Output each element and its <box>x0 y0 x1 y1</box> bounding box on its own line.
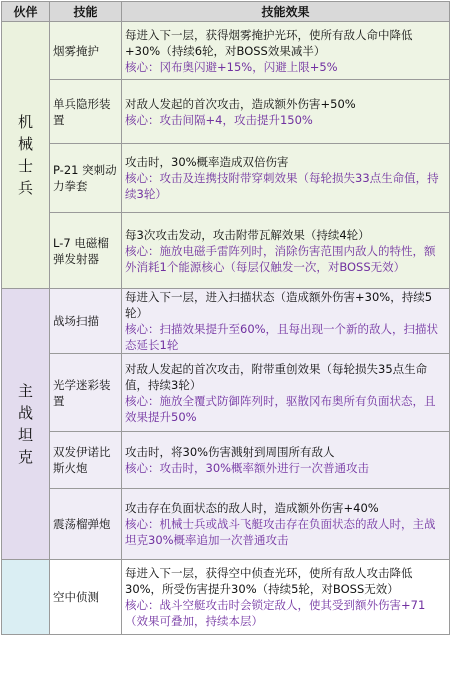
effect-description: 对敌人发起的首次攻击，附带重创效果（每轮损失35点生命值，持续3轮） <box>125 361 428 392</box>
skill-effect <box>122 489 450 560</box>
header-row <box>2 2 450 22</box>
core-effect: 核心：攻击间隔+4，攻击提升150% <box>125 112 313 127</box>
skill-name: 烟雾掩护 <box>50 22 122 80</box>
partner-name <box>2 289 50 560</box>
skill-name: 双发伊诺比斯火炮 <box>50 432 122 489</box>
partner-name <box>2 560 50 635</box>
skill-row <box>2 213 450 289</box>
partner-name-char: 主 <box>17 382 33 400</box>
skill-effect <box>122 560 450 635</box>
effect-description: 攻击存在负面状态的敌人时，造成额外伤害+40% <box>125 501 379 515</box>
core-effect: 核心：扫描效果提升至60%，且每出现一个新的敌人，扫描状态延长1轮 <box>125 322 439 352</box>
effect-description: 每进入下一层，获得空中侦查光环，使所有敌人攻击降低30%，所受伤害提升30%（持续5轮，对BOSS无效） <box>125 566 413 596</box>
partner-name-char: 兵 <box>17 179 33 197</box>
skill-effect <box>122 354 450 432</box>
effect-description: 每3次攻击发动，攻击附带瓦解效果（持续4轮） <box>125 227 370 242</box>
partner-name <box>2 22 50 289</box>
skill-name: 震荡榴弹炮 <box>50 489 122 560</box>
skill-row <box>2 432 450 489</box>
core-effect: 核心：攻击时，30%概率额外进行一次普通攻击 <box>125 461 370 475</box>
skill-effect <box>122 213 450 289</box>
skill-effect <box>122 432 450 489</box>
partner-name-char: 械 <box>17 135 33 153</box>
skill-name: P-21 突刺动力拳套 <box>50 144 122 213</box>
effect-description: 攻击时，30%概率造成双倍伤害 <box>125 155 289 169</box>
effect-description: 每进入下一层，获得烟雾掩护光环，使所有敌人命中降低+30%（持续6轮，对BOSS效果减半） <box>125 27 413 58</box>
skill-name: L-7 电磁榴弹发射器 <box>50 213 122 289</box>
partner-name-char: 克 <box>17 448 33 466</box>
effect-description: 攻击时，将30%伤害溅射到周围所有敌人 <box>125 445 335 459</box>
core-effect: 核心：冈布奥闪避+15%，闪避上限+5% <box>125 59 338 74</box>
partner-name-char: 战 <box>17 404 33 422</box>
skill-row <box>2 560 450 635</box>
core-effect: 核心：战斗空艇攻击时会锁定敌人，使其受到额外伤害+71（效果可叠加，持续本层） <box>125 598 426 628</box>
effect-description: 对敌人发起的首次攻击，造成额外伤害+50% <box>125 96 356 111</box>
partner-name-char: 机 <box>17 113 33 131</box>
effect-description: 每进入下一层，进入扫描状态（造成额外伤害+30%，持续5轮） <box>125 290 433 320</box>
skill-name: 战场扫描 <box>50 289 122 354</box>
core-effect: 核心：机械士兵或战斗飞艇攻击存在负面状态的敌人时，主战坦克30%概率追加一次普通攻击 <box>125 517 436 547</box>
skill-table <box>1 1 450 635</box>
skill-name: 光学迷彩装置 <box>50 354 122 432</box>
skill-name: 空中侦测 <box>50 560 122 635</box>
partner-name-char: 士 <box>17 157 33 175</box>
core-effect: 核心：施放全覆式防御阵列时，驱散冈布奥所有负面状态，且效果提升50% <box>125 393 436 424</box>
skill-effect <box>122 80 450 144</box>
skill-effect <box>122 144 450 213</box>
partner-name-char: 坦 <box>17 426 33 444</box>
skill-row <box>2 144 450 213</box>
skill-row <box>2 22 450 80</box>
skill-row <box>2 354 450 432</box>
header-partner: 伙伴 <box>2 2 50 22</box>
skill-row <box>2 289 450 354</box>
skill-effect <box>122 289 450 354</box>
core-effect: 核心：施放电磁手雷阵列时，消除伤害范围内敌人的特性，额外消耗1个能源核心（每层仅触发一次，对BOSS无效） <box>125 243 436 274</box>
skill-row <box>2 80 450 144</box>
skill-effect <box>122 22 450 80</box>
header-skill: 技能 <box>50 2 122 22</box>
core-effect: 核心：攻击及连携技附带穿刺效果（每轮损失33点生命值，持续3轮） <box>125 171 439 201</box>
skill-row <box>2 489 450 560</box>
header-effect: 技能效果 <box>122 2 450 22</box>
skill-name: 单兵隐形装置 <box>50 80 122 144</box>
